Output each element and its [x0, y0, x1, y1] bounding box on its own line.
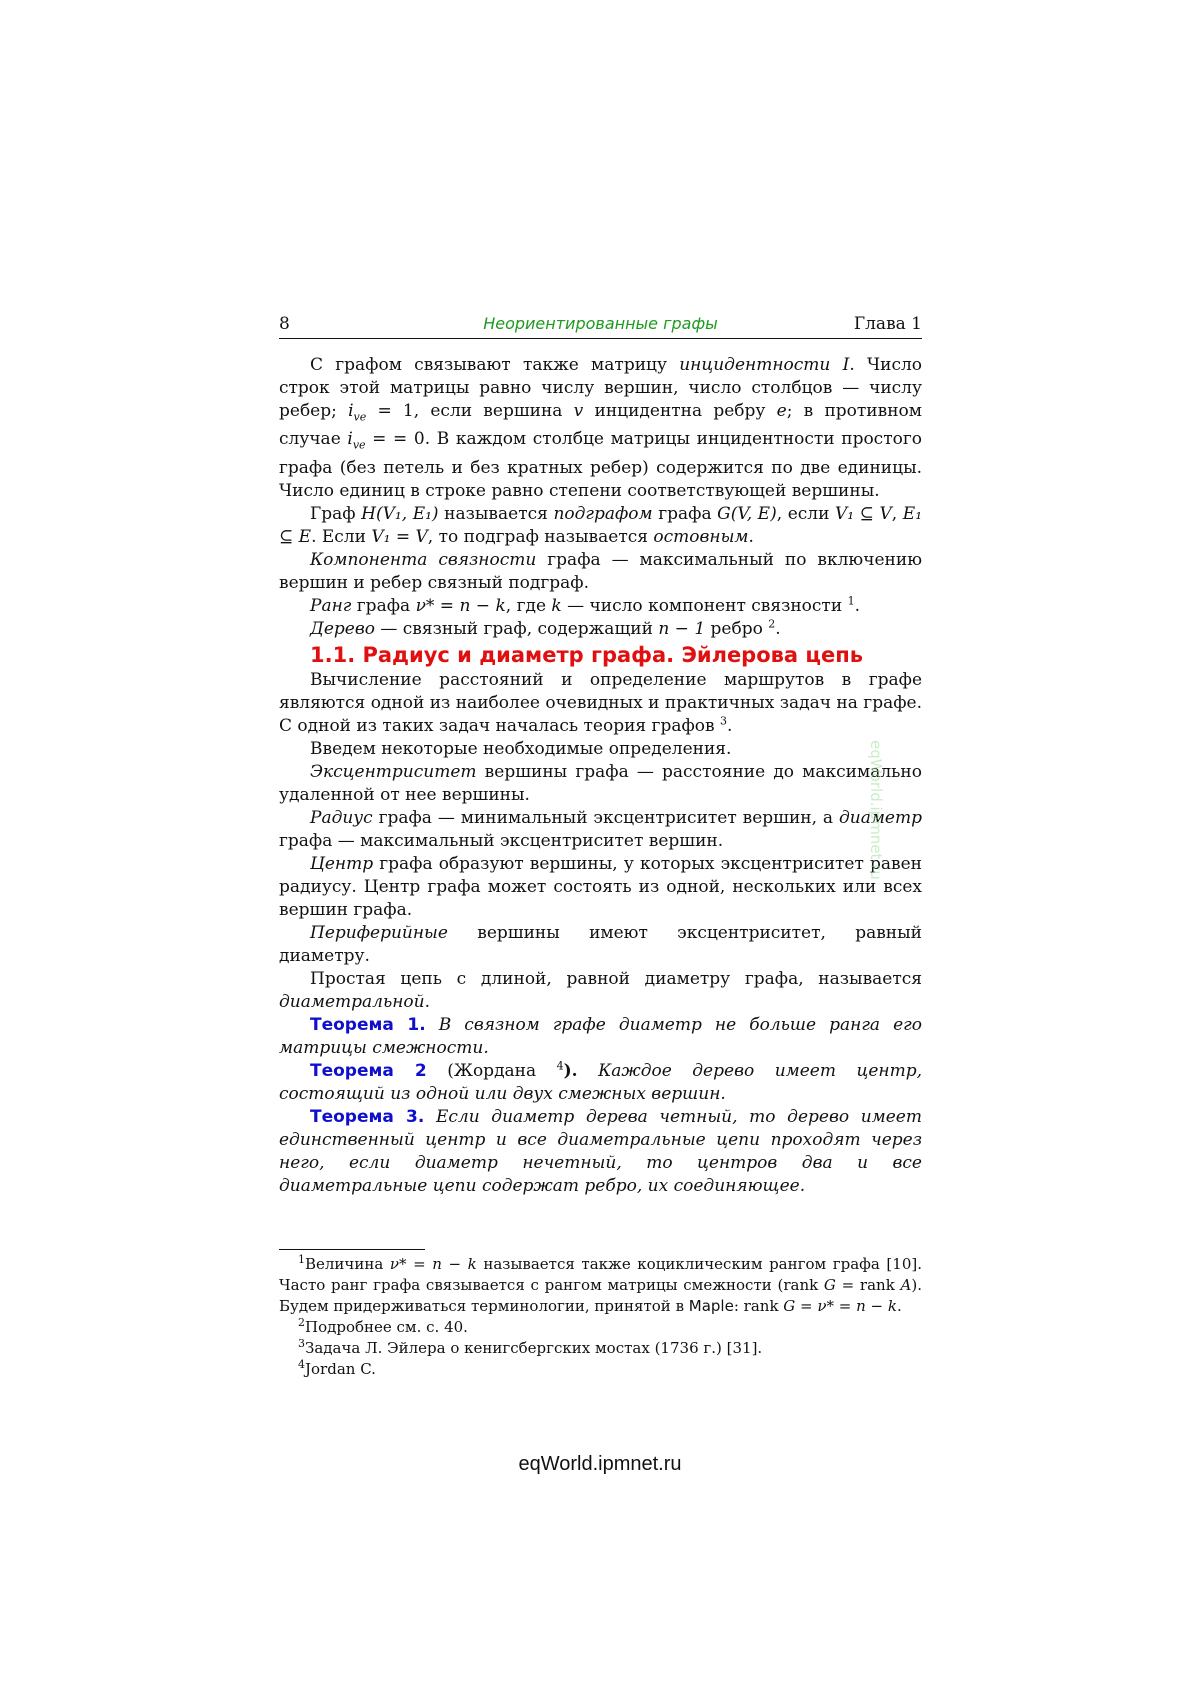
paragraph-subgraph: Граф H(V₁, E₁) называется подграфом графа G(V, E), если V₁ ⊆ V, E₁ ⊆ E. Если V₁ = V, то подграф называется остовным.	[279, 503, 923, 547]
watermark: eqWorld.ipmnet.ru	[867, 740, 885, 880]
page-number: 8	[279, 314, 290, 334]
paragraph-component: Компонента связности графа — максимальный по включению вершин и ребер связный подграф.	[279, 549, 922, 593]
paragraph-eccentricity: Эксцентриситет вершины графа — расстояние до максимально удаленной от нее вершины.	[279, 761, 922, 805]
footnote-ref-3[interactable]: 3	[720, 714, 727, 728]
footnote-4: $^4$Jordan C.	[298, 1358, 376, 1378]
paragraph-tree: Дерево — связный граф, содержащий n − 1 ребро $^2$.	[310, 617, 781, 639]
theorem-1-label: Теорема 1.	[310, 1014, 426, 1035]
paragraph-definitions-intro: Введем некоторые необходимые определения.	[310, 738, 732, 759]
section-title: 1.1. Радиус и диаметр графа. Эйлерова цепь	[310, 642, 864, 667]
paragraph-distances: Вычисление расстояний и определение маршрутов в графе являются одной из наиболее очевидных и практичных задач на графе. С одной из таких задач началась теория графов $^3$.	[279, 669, 922, 736]
footnote-3: $^3$Задача Л. Эйлера о кенигсбергских мостах (1736 г.) [31].	[298, 1337, 763, 1357]
footnote-ref-1[interactable]: 1	[847, 594, 855, 608]
running-title: Неориентированные графы	[483, 314, 718, 333]
footnote-ref-4[interactable]: 4	[556, 1059, 564, 1073]
paragraph-rank: Ранг графа ν* = n − k, где k — число компонент связности $^1$.	[310, 594, 860, 616]
chapter-label: Глава 1	[853, 314, 922, 334]
theorem-2-label: Теорема 2	[310, 1060, 427, 1081]
site-footer[interactable]: eqWorld.ipmnet.ru	[518, 1453, 682, 1475]
main-text	[279, 354, 922, 1198]
theorem-3: Теорема 3. Если диаметр дерева четный, то дерево имеет единственный центр и все диаметральные цепи проходят через него, если диаметр нечетный, то центров два и все диаметральные цепи содержат ребро, их соединяющее.	[279, 1106, 922, 1196]
footnotes	[279, 1254, 922, 1380]
footnote-ref-2[interactable]: 2	[768, 617, 776, 631]
theorem-1: Теорема 1. В связном графе диаметр не больше ранга его матрицы смежности.	[279, 1014, 922, 1058]
paragraph-peripheral: Периферийные вершины имеют эксцентриситет, равный диаметру.	[279, 922, 922, 966]
page-header	[279, 314, 922, 339]
footnote-divider	[279, 1249, 425, 1250]
paragraph-radius: Радиус графа — минимальный эксцентриситет вершин, а диаметр графа — максимальный эксцентриситет вершин.	[279, 807, 922, 851]
theorem-3-label: Теорема 3.	[310, 1106, 425, 1127]
footnote-2: $^2$Подробнее см. с. 40.	[298, 1316, 468, 1336]
paragraph-incidence-matrix: С графом связывают также матрицу инцидентности I. Число строк этой матрицы равно числу вершин, число столбцов — числу ребер; $i_{ve} = 1$, если вершина v инцидентна ребру e; в противном случае $i_{ve}$ = = 0. В каждом столбце матрицы инцидентности простого графа (без петель и без кратных ребер) содержится по две единицы. Число единиц в строке равно степени соответствующей вершины.	[279, 355, 923, 501]
footnote-1: $^1$Величина ν* = n − k называется также коцикличеcким рангом графа [10]. Часто ранг графа связывается с рангом матрицы смежности (rank G = rank A). Будем придерживаться терминологии, принятой в Maple: rank G = ν* = n − k.	[279, 1253, 922, 1315]
theorem-2: Теорема 2 (Жордана $^4$). Каждое дерево имеет центр, состоящий из одной или двух смежных вершин.	[279, 1059, 922, 1104]
paragraph-center: Центр графа образуют вершины, у которых эксцентриситет равен радиусу. Центр графа может состоять из одной, нескольких или всех вершин графа.	[279, 853, 922, 920]
paragraph-diametral: Простая цепь с длиной, равной диаметру графа, называется диаметральной.	[279, 968, 922, 1012]
